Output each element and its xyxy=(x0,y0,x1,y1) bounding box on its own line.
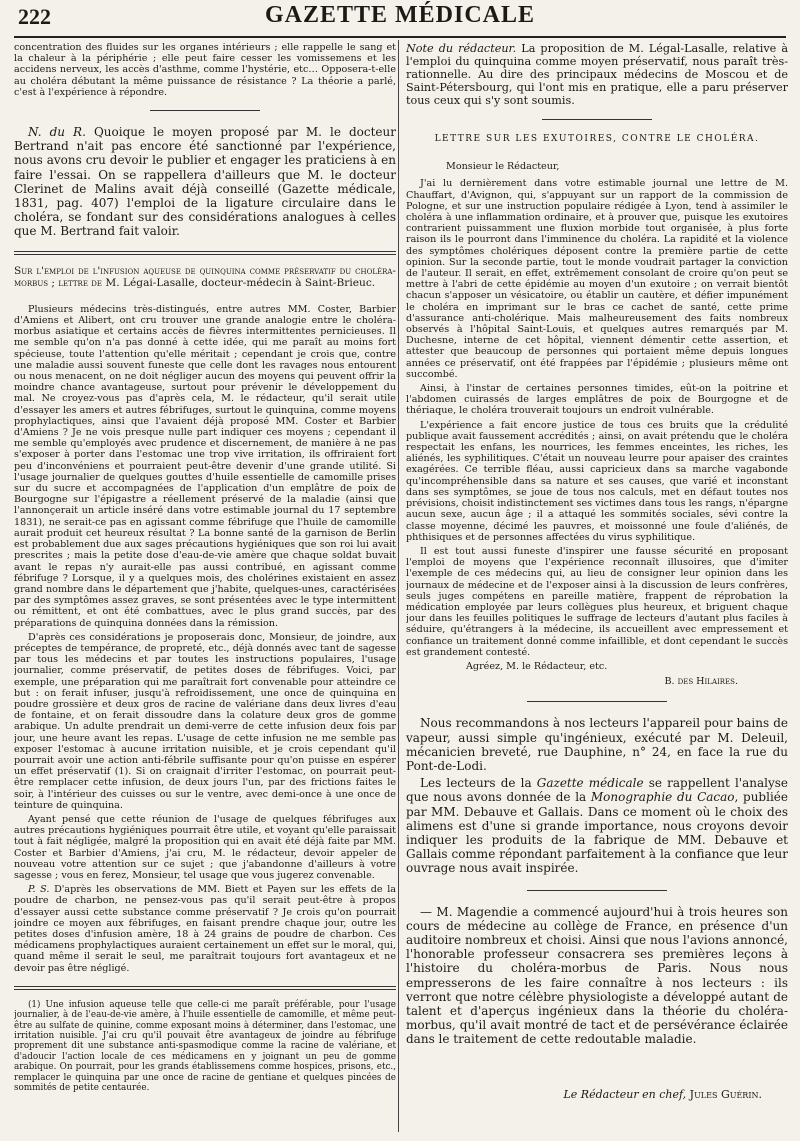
footnote: (1) Une infusion aqueuse telle que celle-ci me paraît préférable, pour l'usage journalier, à de l'eau-de-vie amère, à l'huile essentielle de camomille, et même peut-être au sulfate de quinine, comme exposant moins à déterminer, dans l'estomac, une irritation nuisible. J'ai cru qu'il pouvait être avantageux de joindre au fébrifuge proprement dit une substance anti-spasmodique comme la racine de valériane, et d'adoucir l'action locale de ces médicamens en y joignant un peu de gomme arabique. On pourrait, pour les grands établissemens comme hospices, prisons, etc., remplacer le quinquina par une once de racine de gentiane et quelques pincées de sommités de petite centaurée. xyxy=(14,999,396,1094)
masthead: GAZETTE MÉDICALE xyxy=(264,2,536,28)
separator xyxy=(527,701,667,702)
postscript-text: D'après les observations de MM. Biett et Payen sur les effets de la poudre de charbon, ne pensez-vous pas qu'il serait peut-être à propos d'essayer aussi cette substance comme préservatif ? Je crois qu'on pourrait joindre ce moyen aux fébrifuges, en faisant prendre chaque jour, outre les petites doses d'infusion amère, 18 à 24 grains de poudre de charbon. Ces médicamens prophylactiques auraient certainement un effet sur le moral, qui, quand même il serait le seul, me paraîtrait toujours fort avantageux et ne devoir pas être négligé. xyxy=(14,884,396,974)
column-divider xyxy=(398,40,399,1132)
continued-paragraph: concentration des fluides sur les organes intérieurs ; elle rappelle le sang et la chaleur à la périphérie ; elle peut faire cesser les vomissemens et les accidens nerveux, les accès d'asthme, comme l'hystérie, etc… Opposera-t-elle au choléra débutant la même puissance de résistance ? La théorie a parlé, c'est à l'expérience à répondre. xyxy=(14,42,396,98)
cacao-text-a: Les lecteurs de la xyxy=(420,776,532,791)
editor-note-text: La proposition de M. Légal-Lasalle, relative à l'emploi du quinquina comme moyen préservatif, nous paraît très-rationnelle. Au dire des principaux médecins de Moscou et de Saint-Pétersbourg, qui l'ont mis en pratique, elle a paru préserver tous ceux qui s'y sont soumis. xyxy=(406,42,788,107)
page-header xyxy=(14,2,786,36)
editor-in-chief-signature xyxy=(406,1089,788,1100)
page-number: 222 xyxy=(18,4,51,29)
footnote-rule-bottom xyxy=(14,989,396,990)
right-column xyxy=(406,42,788,1132)
letter-paragraph: J'ai lu dernièrement dans votre estimable journal une lettre de M. Chauffart, d'Avignon, qui, s'appuyant sur un rapport de la commission de Pologne, et sur une instruction populaire rédigée à Lyon, tend à assimiler le choléra à une inflammation ordinaire, et à prouver que, puisque les exutoires contrarient puissamment une fluxion morbide tout organisée, à plus forte raison ils le pourront dans l'imminence du choléra. La rapidité et la violence des symptômes cholériques déposent contre la première partie de cette opinion. Sur la seconde partie, tout le monde voudrait partager la conviction de l'auteur. Il serait, en effet, extrêmement consolant de croire qu'on peut se mettre à l'abri de cette épidémie au moyen d'un exutoire ; on verrait bientôt chacun s'apposer un vésicatoire, ou établir un cautère, et défier impunément le choléra en imprimant sur le bras ce cachet de santé, cette prime d'assurance anti-cholérique. Mais malheureusement des faits nombreux observés à l'hôpital Saint-Louis, et quelques autres remarqués par M. Duchesne, interne de cet hôpital, viennent démentir cette assertion, et attester que beaucoup de personnes qui portaient même depuis longues années ce préservatif, ont été frappées par l'épidémie ; plusieurs même ont succombé. xyxy=(406,178,788,380)
article-paragraph: D'après ces considérations je proposerais donc, Monsieur, de joindre, aux préceptes de tempérance, de propreté, etc., déjà donnés avec tant de sagesse par tous les médecins et par toutes les instructions populaires, l'usage journalier, comme préservatif, de petites doses de fébrifuges. Voici, par exemple, une préparation qui me paraîtrait fort convenable pour atteindre ce but : on ferait infuser, jusqu'à refroidissement, une once de quinquina en poudre grossière et deux gros de racine de valériane dans deux livres d'eau de fontaine, et on ferait dissoudre dans la colature deux gros de gomme arabique. Un adulte prendrait un demi-verre de cette infusion deux fois par jour, une heure avant les repas. L'usage de cette infusion ne me semble pas exposer l'estomac à aucune irritation nuisible, et je crois cependant qu'il pourrait avoir une action anti-fébrile suffisante pour qu'on puisse en espérer un effet préservatif (1). Si on craignait d'irriter l'estomac, on pourrait peut-être remplacer cette infusion, de deux jours l'un, par des frictions faites le soir, à l'intérieur des cuisses ou sur le ventre, avec demi-once à une once de teinture de quinquina. xyxy=(14,631,396,811)
letter-title: LETTRE SUR LES EXUTOIRES, CONTRE LE CHOLÉRA. xyxy=(434,134,760,144)
editor-note-quinquina xyxy=(406,42,788,107)
article-title-author: M. Légai-Lasalle, docteur-médecin à Saint-Brieuc. xyxy=(105,277,376,290)
postscript xyxy=(14,884,396,974)
footnote-rule-top xyxy=(14,986,396,987)
letter-paragraph: L'expérience a fait encore justice de tous ces bruits que la crédulité publique avait faussement accrédités ; ainsi, on avait prétendu que le choléra respectait les enfans, les nourrices, les femmes enceintes, les riches, les aliénés, les syphilitiques. C'était un nouveau leurre pour apaiser des craintes exagérées. Ce terrible fléau, aussi capricieux dans sa marche vagabonde qu'incompréhensible dans sa nature et ses causes, que varié et inconstant dans ses symptômes, se joue de tous nos calculs, met en défaut toutes nos prévisions, choisit indistinctement ses victimes dans tous les rangs, n'épargne aucun sexe, aucun âge ; il a attaqué les sommités sociales, sévi contre la classe moyenne, décimé les pauvres, et moissonné une foule d'aliénés, de phthisiques et de personnes affectées du virus syphilitique. xyxy=(406,419,788,543)
separator xyxy=(150,110,260,111)
article-title xyxy=(14,265,396,290)
editor-in-chief-name: Jules Guérin. xyxy=(689,1087,762,1101)
double-rule-top xyxy=(14,251,396,252)
article-title-main: Sur l'emploi de l'infusion aqueuse de quinquina comme préservatif du choléra-morbus ; lettre de xyxy=(14,264,396,290)
editor-note-label: Note du rédacteur. xyxy=(406,42,517,55)
editor-note xyxy=(14,125,396,239)
separator xyxy=(542,119,652,120)
letter-paragraph: Ainsi, à l'instar de certaines personnes timides, eût-on la poitrine et l'abdomen cuirassés de larges emplâtres de poix de Bourgogne et de thériaque, le choléra trouverait toujours un endroit vulnérable. xyxy=(406,383,788,417)
editor-note-text: Quoique le moyen proposé par M. le docteur Bertrand n'ait pas encore été sanctionné par l'expérience, nous avons cru devoir le publier et engager les praticiens à en faire l'essai. On se rappellera d'ailleurs que M. le docteur Clerinet de Malins avait déjà conseillé (Gazette médicale, 1831, pag. 407) l'emploi de la ligature circulaire dans le choléra, se fondant sur des considérations analogues à celles que M. Bertrand fait valoir. xyxy=(14,125,396,239)
magendie-notice: — M. Magendie a commencé aujourd'hui à trois heures son cours de médecine au collège de France, en présence d'un auditoire nombreux et choisi. Ainsi que nous l'avions annoncé, l'honorable professeur consacrera ses premières leçons à l'histoire du choléra-morbus de Paris. Nous nous empresserons de les faire connaître à nos lecteurs : ils verront que notre célèbre physiologiste a développé autant de talent et d'aperçus ingénieux dans la théorie du choléra-morbus, qu'il avait montré de tact et de persévérance éclairée dans le traitement de cette redoutable maladie. xyxy=(406,904,788,1047)
postscript-label: P. S. xyxy=(28,884,50,896)
editor-note-label: N. du R. xyxy=(28,125,86,140)
double-rule-bottom xyxy=(14,254,396,255)
left-column xyxy=(14,42,396,1132)
letter-closing: Agréez, M. le Rédacteur, etc. xyxy=(466,660,608,672)
editor-note-paragraph xyxy=(406,42,788,107)
editor-in-chief-label: Le Rédacteur en chef, xyxy=(563,1087,687,1101)
book-title: Monographie du Cacao xyxy=(590,790,735,805)
cacao-text-b: se rappellent l'analyse que nous avons donnée de la xyxy=(406,776,788,805)
journal-name: Gazette médicale xyxy=(536,776,644,791)
letter-paragraph: Il est tout aussi funeste d'inspirer une fausse sécurité en proposant l'emploi de moyens que l'expérience reconnaît illusoires, que d'imiter l'exemple de ces médecins qui, au lieu de consigner leur opinion dans les journaux de médecine et de l'exposer ainsi à la discussion de leurs confrères, seuls juges compétens en pareille matière, frappent de réprobation la médication employée par leurs collègues plus heureux, et briguent chaque jour dans les feuilles politiques le suffrage de lecteurs d'autant plus faciles à séduire, qu'étrangers à la médecine, ils accueillent avec empressement et confiance un traitement donné comme infaillible, et dont cependant le succès est grandement contesté. xyxy=(406,545,788,658)
cacao-notice xyxy=(406,776,788,875)
vapor-bath-notice: Nous recommandons à nos lecteurs l'appareil pour bains de vapeur, aussi simple qu'ingénieux, exécuté par M. Deleuil, mécanicien breveté, rue Dauphine, n° 24, en face la rue du Pont-de-Lodi. xyxy=(406,716,788,773)
article-paragraph: Ayant pensé que cette réunion de l'usage de quelques fébrifuges aux autres précautions hygiéniques pourrait être utile, et voyant qu'elle paraissait tout à fait négligée, malgré la proposition qui en avait été déjà faite par MM. Coster et Barbier d'Amiens, j'ai cru, M. le rédacteur, devoir appeler de nouveau votre attention sur ce sujet ; que j'abandonne d'ailleurs à votre sagesse ; vous en ferez, Monsieur, tel usage que vous jugerez convenable. xyxy=(14,813,396,881)
letter-salutation: Monsieur le Rédacteur, xyxy=(446,161,560,173)
header-rule xyxy=(14,36,786,38)
separator xyxy=(527,890,667,891)
cacao-text-c: , publiée par MM. Debauve et Gallais. Dans ce moment où le choix des alimens est d'une si grande importance, nous croyons devoir indiquer les produits de la fabrique de MM. Debauve et Gallais comme répondant parfaitement à la confiance que leur ouvrage nous avait inspirée. xyxy=(406,790,788,876)
article-paragraph: Plusieurs médecins très-distingués, entre autres MM. Coster, Barbier d'Amiens et Alibert, ont cru trouver une grande analogie entre le choléra-morbus asiatique et certains accès de fièvres intermittentes pernicieuses. Il me semble qu'on n'a pas donné à cette idée, qui me paraît au moins fort spécieuse, toute l'attention qu'elle méritait ; cependant je crois que, contre une maladie aussi souvent funeste que celle dont les ravages nous entourent ou nous menacent, on ne doit négliger aucun des moyens qui peuvent offrir la moindre chance avantageuse, surtout pour prévenir le développement du mal. Ne croyez-vous pas d'après cela, M. le rédacteur, qu'il serait utile d'essayer les amers et autres fébrifuges, surtout le quinquina, comme moyens prophylactiques, ainsi que l'avaient déjà proposé MM. Coster et Barbier d'Amiens ? Je ne vois presque nulle part indiquer ces moyens ; cependant il me semble qu'employés avec prudence et discernement, de manière à ne pas s'exposer à porter dans l'estomac une trop vive irritation, ils offriraient fort peu d'inconvéniens et pourraient peut-être devenir d'une grande utilité. Si l'usage journalier de quelques gouttes d'huile essentielle de camomille prises sur du sucre et accompagnées de l'application d'un emplâtre de poix de Bourgogne sur l'épigastre a réellement préservé de la maladie (ainsi que l'annonçerait un article inséré dans votre estimable journal du 17 septembre 1831), ne serait-ce pas en agissant comme fébrifuge que l'huile de camomille aurait produit cet heureux résultat ? La bonne santé de la garnison de Berlin est probablement due aux sages précautions hygiéniques que son roi lui avait prescrites ; mais la petite dose d'eau-de-vie amère que chaque soldat buvait avant le repas n'y aurait-elle pas aussi contribué, en agissant comme fébrifuge ? Lorsque, il y a quelques mois, des cholérines existaient en assez grand nombre dans le département que j'habite, quelques-unes, caractérisées par des symptômes assez graves, se sont présentées avec le type intermittent ou rémittent, et ont été combattues, avec le plus grand succès, par des préparations de quinquina données dans la rémission. xyxy=(14,303,396,629)
letter-signature: B. des Hilaires. xyxy=(664,676,738,688)
